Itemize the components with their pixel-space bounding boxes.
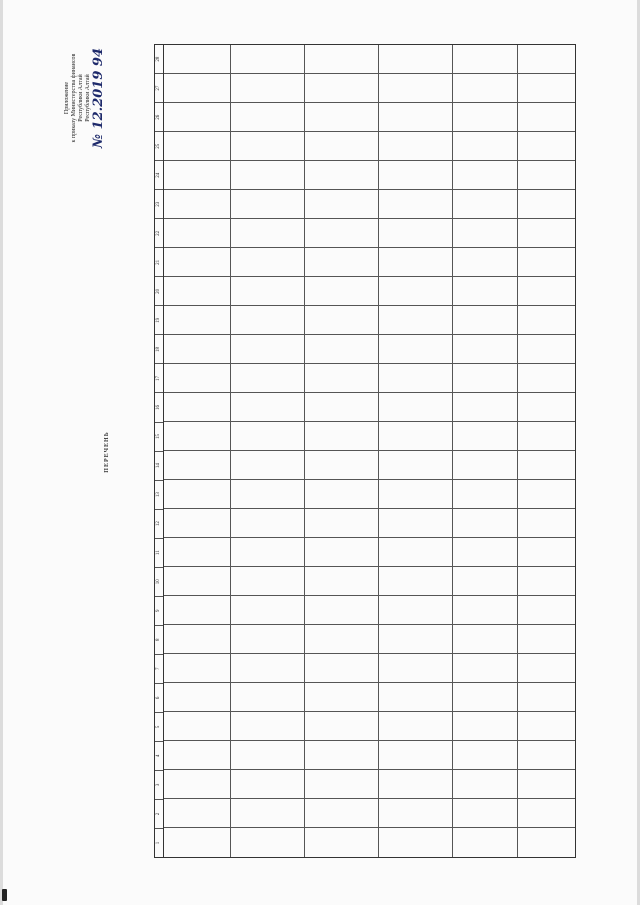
table-column-rule — [164, 827, 575, 828]
column-number: 25 — [155, 131, 163, 160]
table-column-rule — [164, 392, 575, 393]
column-number: 23 — [155, 189, 163, 218]
column-number: 5 — [155, 712, 163, 741]
column-number: 4 — [155, 741, 163, 770]
staple-mark — [2, 889, 7, 901]
table-column-rule — [164, 595, 575, 596]
scan-left-edge — [0, 0, 3, 905]
column-number: 26 — [155, 102, 163, 131]
table-column-rule — [164, 305, 575, 306]
column-number: 13 — [155, 480, 163, 509]
annex-line-4: Республики Алтай — [85, 74, 91, 122]
table-column-rule — [164, 624, 575, 625]
table-column-rule — [164, 450, 575, 451]
column-number: 6 — [155, 683, 163, 712]
column-number: 24 — [155, 160, 163, 189]
heading-title: ПЕРЕЧЕНЬ — [104, 431, 110, 473]
column-number: 12 — [155, 509, 163, 538]
annex-line-2: к приказу Министерства финансов — [71, 53, 77, 143]
table-column-rule — [164, 798, 575, 799]
column-number: 20 — [155, 276, 163, 305]
table-column-rule — [164, 682, 575, 683]
table-grid — [164, 45, 575, 857]
table-column-rule — [164, 479, 575, 480]
column-number: 21 — [155, 247, 163, 276]
column-number: 2 — [155, 799, 163, 828]
data-table — [154, 44, 576, 858]
table-row-rule — [452, 45, 453, 857]
table-column-rule — [164, 102, 575, 103]
column-number: 28 — [156, 56, 161, 62]
column-number: 14 — [155, 451, 163, 480]
annex-block — [64, 48, 106, 148]
column-number-row — [155, 45, 164, 857]
annex-line-3: Республики Алтай — [78, 74, 84, 122]
table-column-rule — [164, 189, 575, 190]
table-row-rule — [230, 45, 231, 857]
table-column-rule — [164, 131, 575, 132]
column-number: 1 — [155, 828, 163, 857]
table-column-rule — [164, 711, 575, 712]
table-column-rule — [164, 508, 575, 509]
column-number: 16 — [155, 393, 163, 422]
column-number: 17 — [155, 363, 163, 392]
table-column-rule — [164, 276, 575, 277]
table-row-rule — [378, 45, 379, 857]
table-row-rule — [517, 45, 518, 857]
column-number: 15 — [155, 422, 163, 451]
table-column-rule — [164, 421, 575, 422]
table-column-rule — [164, 218, 575, 219]
table-column-rule — [164, 73, 575, 74]
table-column-rule — [164, 247, 575, 248]
column-number: 11 — [155, 538, 163, 567]
column-number: 18 — [155, 334, 163, 363]
annex-handwritten-number: № 12.2019 94 — [91, 48, 106, 149]
table-column-rule — [164, 566, 575, 567]
rotated-document — [60, 42, 580, 862]
column-number: 3 — [155, 770, 163, 799]
document-heading — [104, 102, 110, 802]
column-number: 22 — [155, 218, 163, 247]
table-column-rule — [164, 769, 575, 770]
table-column-rule — [164, 653, 575, 654]
table-column-rule — [164, 363, 575, 364]
table-column-rule — [164, 740, 575, 741]
table-row-rule — [304, 45, 305, 857]
column-number: 9 — [155, 596, 163, 625]
column-number: 19 — [155, 305, 163, 334]
table-column-rule — [164, 334, 575, 335]
table-column-rule — [164, 160, 575, 161]
table-column-rule — [164, 537, 575, 538]
annex-line-1: Приложение — [64, 81, 70, 115]
column-number: 27 — [155, 73, 163, 102]
column-number: 7 — [155, 654, 163, 683]
column-number: 10 — [155, 567, 163, 596]
column-number: 8 — [155, 625, 163, 654]
